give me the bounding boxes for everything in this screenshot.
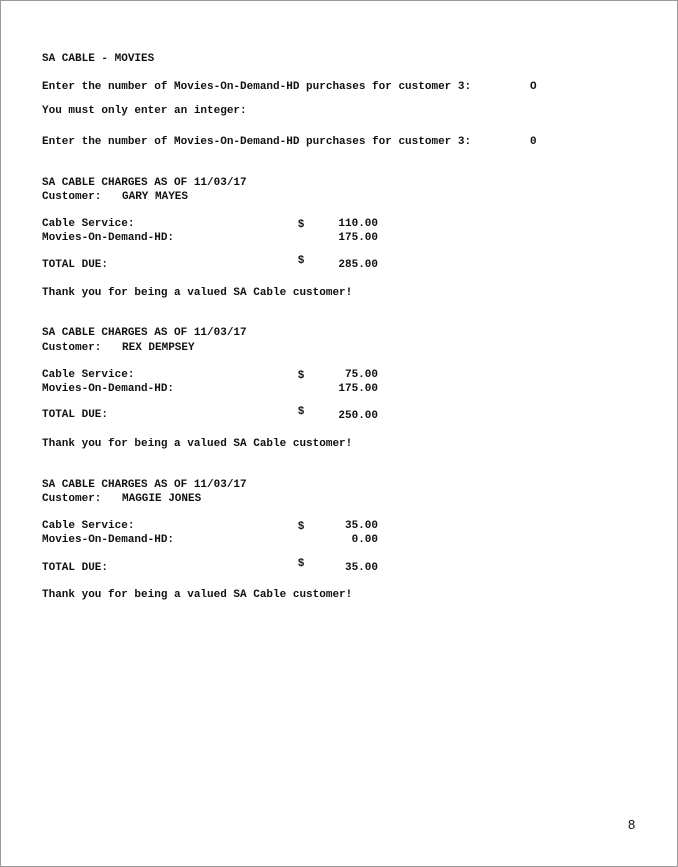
document-heading: SA CABLE - MOVIES	[42, 53, 155, 65]
input-prompt-2-value: 0	[530, 136, 537, 148]
customer-label: Customer:	[42, 342, 102, 354]
page-number: 8	[628, 817, 636, 832]
total-due-dollar-sign: $	[298, 254, 305, 266]
cable-service-label: Cable Service:	[42, 218, 135, 230]
input-error-message: You must only enter an integer:	[42, 105, 247, 117]
customer-label: Customer:	[42, 493, 102, 505]
movies-on-demand-label: Movies-On-Demand-HD:	[42, 232, 175, 244]
total-due-dollar-sign: $	[298, 557, 305, 569]
movies-on-demand-amount: 0.00	[351, 534, 378, 546]
cable-service-label: Cable Service:	[42, 520, 135, 532]
customer-label: Customer:	[42, 191, 102, 203]
cable-service-dollar-sign: $	[298, 218, 305, 230]
thank-you-message: Thank you for being a valued SA Cable customer!	[42, 589, 353, 601]
cable-service-amount: 110.00	[338, 218, 378, 230]
total-due-label: TOTAL DUE:	[42, 562, 109, 574]
cable-service-dollar-sign: $	[298, 369, 305, 381]
customer-name: MAGGIE JONES	[122, 493, 202, 505]
input-prompt-1: Enter the number of Movies-On-Demand-HD purchases for customer 3:	[42, 81, 472, 93]
total-due-amount: 35.00	[344, 562, 378, 574]
total-due-dollar-sign: $	[298, 405, 305, 417]
movies-on-demand-amount: 175.00	[338, 383, 378, 395]
input-prompt-2: Enter the number of Movies-On-Demand-HD purchases for customer 3:	[42, 136, 472, 148]
movies-on-demand-label: Movies-On-Demand-HD:	[42, 534, 175, 546]
movies-on-demand-label: Movies-On-Demand-HD:	[42, 383, 175, 395]
total-due-label: TOTAL DUE:	[42, 259, 109, 271]
bill-heading: SA CABLE CHARGES AS OF 11/03/17	[42, 327, 247, 339]
customer-name: GARY MAYES	[122, 191, 189, 203]
input-prompt-1-value: O	[530, 81, 537, 93]
total-due-label: TOTAL DUE:	[42, 409, 109, 421]
total-due-amount: 285.00	[338, 259, 378, 271]
thank-you-message: Thank you for being a valued SA Cable customer!	[42, 438, 353, 450]
cable-service-amount: 75.00	[344, 369, 378, 381]
thank-you-message: Thank you for being a valued SA Cable customer!	[42, 287, 353, 299]
cable-service-label: Cable Service:	[42, 369, 135, 381]
total-due-amount: 250.00	[338, 410, 378, 422]
bill-heading: SA CABLE CHARGES AS OF 11/03/17	[42, 177, 247, 189]
bill-heading: SA CABLE CHARGES AS OF 11/03/17	[42, 479, 247, 491]
cable-service-dollar-sign: $	[298, 520, 305, 532]
customer-name: REX DEMPSEY	[122, 342, 195, 354]
movies-on-demand-amount: 175.00	[338, 232, 378, 244]
cable-service-amount: 35.00	[344, 520, 378, 532]
